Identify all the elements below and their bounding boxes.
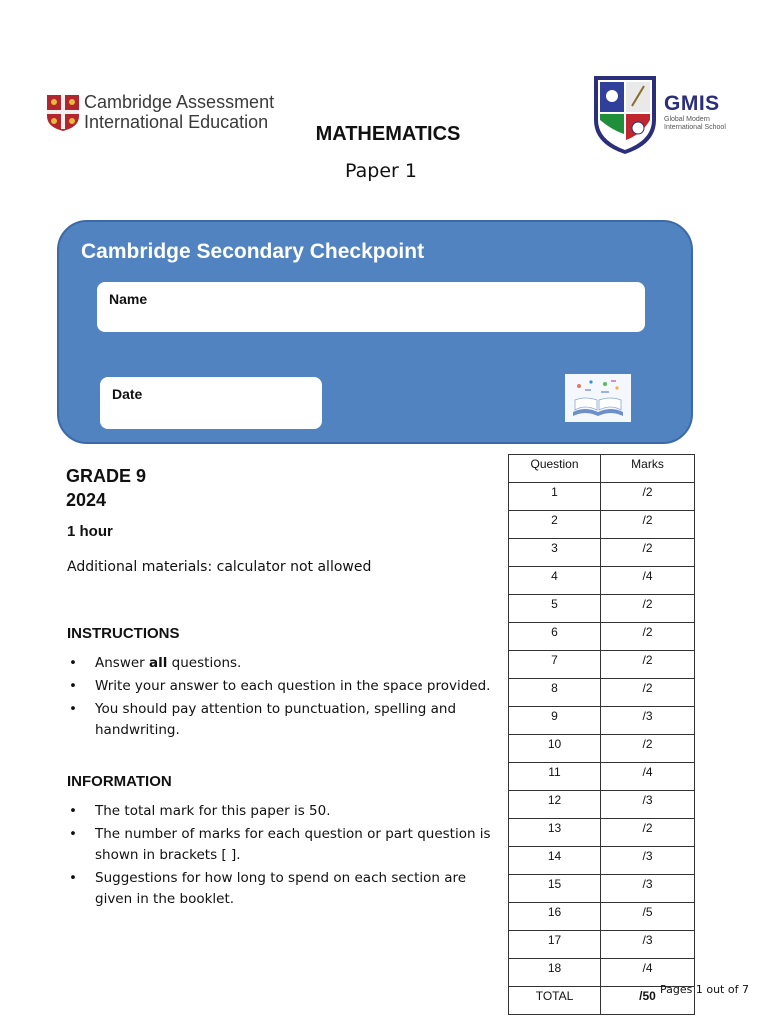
marks-cell: /2 (601, 595, 695, 623)
marks-cell: /2 (601, 679, 695, 707)
question-number-cell: 12 (509, 791, 601, 819)
question-number-cell: 18 (509, 959, 601, 987)
cambridge-logo-line1: Cambridge Assessment (84, 92, 275, 112)
table-row (509, 791, 695, 819)
marks-cell: /3 (601, 791, 695, 819)
table-row (509, 623, 695, 651)
marks-cell: /2 (601, 511, 695, 539)
question-number-cell: 13 (509, 819, 601, 847)
table-row (509, 931, 695, 959)
list-item: • The number of marks for each question or part question is shown in brackets [ ]. (67, 824, 497, 866)
list-item: • Answer all questions. (67, 653, 497, 674)
question-number-cell: 16 (509, 903, 601, 931)
table-row (509, 847, 695, 875)
question-number-cell: 5 (509, 595, 601, 623)
duration-text: 1 hour (67, 523, 113, 540)
question-number-cell: 10 (509, 735, 601, 763)
materials-text: Additional materials: calculator not allowed (67, 559, 372, 575)
marks-cell: /4 (601, 959, 695, 987)
name-label: Name (109, 291, 148, 307)
marks-cell: /3 (601, 875, 695, 903)
table-row (509, 707, 695, 735)
instructions-heading: INSTRUCTIONS (67, 625, 180, 642)
question-number-cell: 2 (509, 511, 601, 539)
marks-cell: /3 (601, 931, 695, 959)
checkpoint-panel (57, 220, 693, 444)
year-heading: 2024 (66, 490, 107, 510)
cambridge-logo-line2: International Education (84, 112, 269, 132)
marks-cell: /2 (601, 735, 695, 763)
date-field[interactable] (100, 377, 322, 429)
name-field[interactable] (97, 282, 645, 332)
marks-cell: /3 (601, 847, 695, 875)
list-item: • The total mark for this paper is 50. (67, 801, 497, 822)
table-row (509, 735, 695, 763)
question-number-cell: 11 (509, 763, 601, 791)
question-number-cell: 17 (509, 931, 601, 959)
total-label-cell: TOTAL (509, 987, 601, 1015)
marks-table (508, 454, 695, 1015)
gmis-logo-subtitle: Global Modern International School (664, 116, 726, 131)
information-list (67, 801, 497, 912)
information-heading: INFORMATION (67, 773, 172, 790)
marks-cell: /4 (601, 763, 695, 791)
marks-cell: /2 (601, 623, 695, 651)
question-number-cell: 3 (509, 539, 601, 567)
question-number-cell: 7 (509, 651, 601, 679)
marks-cell: /2 (601, 539, 695, 567)
total-marks-cell: /50 (601, 987, 695, 1015)
grade-heading: GRADE 9 (66, 466, 147, 486)
table-row (509, 567, 695, 595)
marks-cell: /4 (601, 567, 695, 595)
question-number-cell: 6 (509, 623, 601, 651)
question-number-cell: 9 (509, 707, 601, 735)
marks-cell: /2 (601, 819, 695, 847)
subject-title: MATHEMATICS (315, 123, 461, 145)
question-number-cell: 1 (509, 483, 601, 511)
table-row (509, 679, 695, 707)
table-row (509, 595, 695, 623)
list-item: • Write your answer to each question in the space provided. (67, 676, 497, 697)
panel-title: Cambridge Secondary Checkpoint (81, 240, 425, 263)
table-row (509, 651, 695, 679)
paper-title: Paper 1 (345, 160, 417, 182)
marks-cell: /5 (601, 903, 695, 931)
list-item: • You should pay attention to punctuation, spelling and handwriting. (67, 699, 497, 741)
marks-cell: /2 (601, 651, 695, 679)
table-row (509, 903, 695, 931)
instructions-list (67, 653, 497, 743)
page-footer: Pages 1 out of 7 (660, 983, 749, 996)
column-header-question: Question (509, 455, 601, 483)
marks-cell: /2 (601, 483, 695, 511)
table-row (509, 819, 695, 847)
marks-table-body (509, 483, 695, 1015)
open-book-illustration (565, 374, 631, 422)
table-row (509, 875, 695, 903)
table-header-row (509, 455, 695, 483)
question-number-cell: 15 (509, 875, 601, 903)
question-number-cell: 8 (509, 679, 601, 707)
table-row (509, 483, 695, 511)
column-header-marks: Marks (601, 455, 695, 483)
table-row (509, 763, 695, 791)
emphasis-all: all (149, 655, 168, 671)
question-number-cell: 4 (509, 567, 601, 595)
question-number-cell: 14 (509, 847, 601, 875)
table-row (509, 539, 695, 567)
gmis-logo-name: GMIS (664, 92, 720, 115)
date-label: Date (112, 386, 143, 402)
table-row (509, 511, 695, 539)
marks-cell: /3 (601, 707, 695, 735)
list-item: • Suggestions for how long to spend on each section are given in the booklet. (67, 868, 497, 910)
